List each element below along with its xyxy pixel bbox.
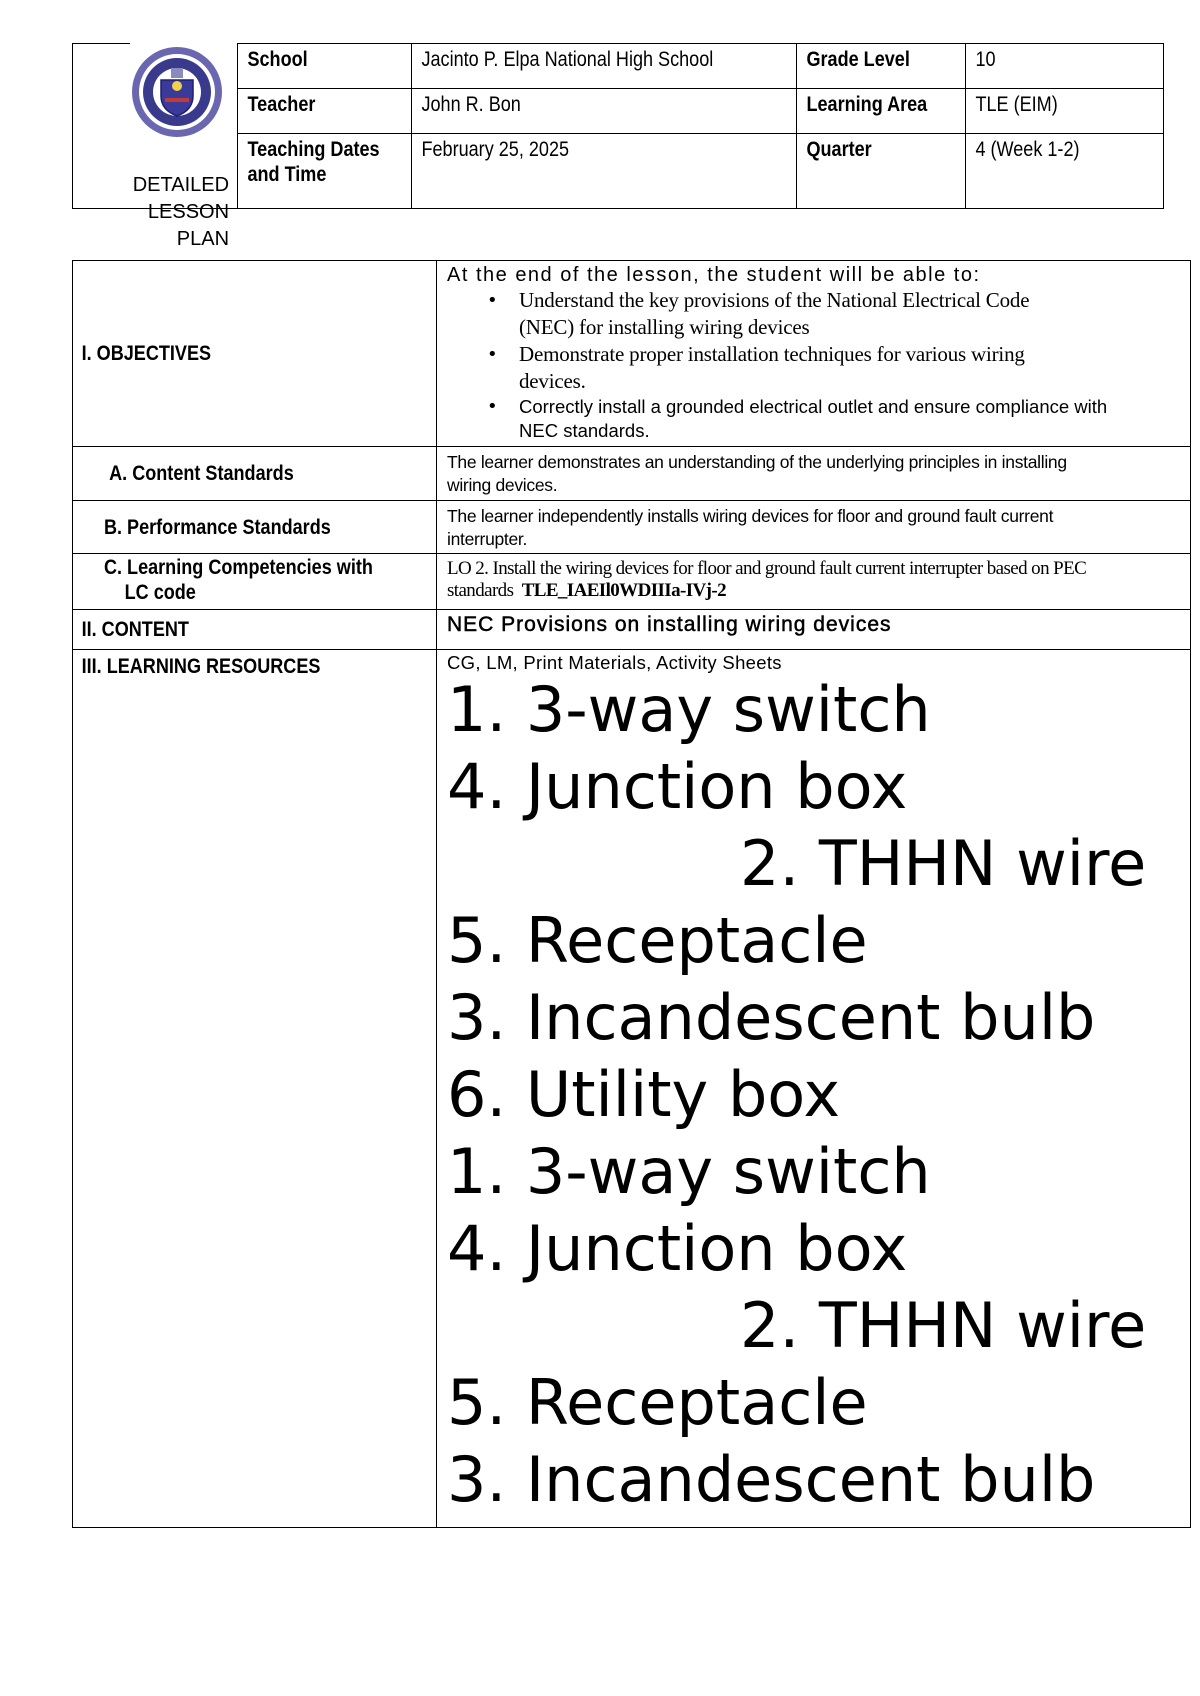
content-label-cell xyxy=(73,610,437,650)
resource-item: 6. Utility box xyxy=(447,1058,841,1131)
competencies-standards-word: standards xyxy=(447,580,514,601)
logo-cell xyxy=(73,44,238,250)
school-label-cell xyxy=(238,44,412,89)
competencies-label-cell xyxy=(73,554,437,610)
content-standards-label: A. Content Standards xyxy=(109,462,294,485)
competencies-label-line-2: LC code xyxy=(124,581,196,604)
school-value: Jacinto P. Elpa National High School xyxy=(421,48,714,71)
learning-area-label: Learning Area xyxy=(806,93,927,116)
resource-item: 1. 3-way switch xyxy=(447,1135,931,1208)
competencies-label-line-1: C. Learning Competencies with xyxy=(103,556,373,579)
teaching-dates-label-cell xyxy=(238,134,412,209)
content-label: II. CONTENT xyxy=(81,618,189,641)
deped-seal-logo xyxy=(131,46,223,138)
resources-label: III. LEARNING RESOURCES xyxy=(81,655,321,678)
teacher-label: Teacher xyxy=(247,93,316,116)
school-label: School xyxy=(247,48,308,71)
header-table xyxy=(72,43,1164,250)
competencies-cell xyxy=(437,554,1191,610)
content-value: NEC Provisions on installing wiring devices xyxy=(447,613,892,636)
objective-3-line-2: NEC standards. xyxy=(519,420,650,441)
grade-level-value-cell xyxy=(965,44,1163,89)
content-standards-label-cell xyxy=(73,447,437,501)
resource-item: 5. Receptacle xyxy=(447,1366,868,1439)
resources-cell xyxy=(437,650,1191,1528)
competencies-text xyxy=(437,554,1190,602)
content-standards-cell xyxy=(437,447,1191,501)
objectives-cell xyxy=(437,261,1191,447)
resource-item: 4. Junction box xyxy=(447,1212,908,1285)
resources-items-list xyxy=(437,671,1190,1518)
learning-area-value: TLE (EIM) xyxy=(975,93,1058,116)
content-standards-line-1: The learner demonstrates an understanding of the underlying principles in installing xyxy=(447,452,1067,472)
performance-standards-line-2: interrupter. xyxy=(447,529,528,549)
grade-level-label: Grade Level xyxy=(806,48,910,71)
objectives-label: I. OBJECTIVES xyxy=(81,342,212,365)
objective-3-line-1: • Correctly install a grounded electrical outlet and ensure compliance with xyxy=(519,396,1108,417)
content-standards-line-2: wiring devices. xyxy=(447,475,558,495)
quarter-value-cell xyxy=(965,134,1163,209)
quarter-label: Quarter xyxy=(806,138,872,161)
detailed-lesson-plan-label xyxy=(133,172,229,253)
dlp-line-3: PLAN xyxy=(176,227,230,250)
objective-1-line-2: (NEC) for installing wiring devices xyxy=(519,315,810,339)
content-standards-text xyxy=(437,447,1190,497)
lesson-plan-table xyxy=(72,260,1191,1528)
competency-code: TLE_IAEIl0WDIIIa-IVj-2 xyxy=(521,580,726,601)
dlp-line-1: DETAILED xyxy=(132,173,230,196)
objective-item xyxy=(519,341,1190,395)
objectives-intro: At the end of the lesson, the student will be able to: xyxy=(447,264,981,286)
content-value-cell xyxy=(437,610,1191,650)
competencies-line-1: LO 2. Install the wiring devices for floor and ground fault current interrupter based on PEC xyxy=(447,558,1087,579)
quarter-label-cell xyxy=(796,134,965,209)
resource-item: 2. THHN wire xyxy=(740,1289,1147,1362)
objective-2-line-2: devices. xyxy=(519,369,586,393)
grade-level-label-cell xyxy=(796,44,965,89)
teaching-dates-value-cell xyxy=(412,134,796,209)
resource-item: 4. Junction box xyxy=(447,750,908,823)
competencies-line-2 xyxy=(447,580,1186,602)
dlp-line-2: LESSON xyxy=(147,200,230,223)
resource-item: 2. THHN wire xyxy=(740,827,1147,900)
learning-area-label-cell xyxy=(796,89,965,134)
performance-standards-line-1: The learner independently installs wiring devices for floor and ground fault current xyxy=(447,506,1054,526)
teaching-time-label: and Time xyxy=(247,163,327,186)
resources-line: CG, LM, Print Materials, Activity Sheets xyxy=(447,652,782,673)
objective-2-line-1: • Demonstrate proper installation techniques for various wiring xyxy=(519,342,1025,366)
grade-level-value: 10 xyxy=(975,48,996,71)
resources-label-cell xyxy=(73,650,437,1528)
resource-item: 5. Receptacle xyxy=(447,904,868,977)
performance-standards-cell xyxy=(437,501,1191,554)
teaching-dates-value: February 25, 2025 xyxy=(421,138,570,161)
performance-standards-text xyxy=(437,501,1190,551)
resource-item: 3. Incandescent bulb xyxy=(447,981,1096,1054)
resource-item: 1. 3-way switch xyxy=(447,673,931,746)
resource-item: 3. Incandescent bulb xyxy=(447,1443,1096,1516)
objective-item xyxy=(519,395,1190,443)
teacher-value: John R. Bon xyxy=(421,93,522,116)
school-value-cell xyxy=(412,44,796,89)
objective-item xyxy=(519,287,1190,341)
teacher-label-cell xyxy=(238,89,412,134)
teacher-value-cell xyxy=(412,89,796,134)
quarter-value: 4 (Week 1-2) xyxy=(975,138,1080,161)
performance-standards-label-cell xyxy=(73,501,437,554)
objective-1-line-1: • Understand the key provisions of the National Electrical Code xyxy=(519,288,1030,312)
objectives-list xyxy=(437,287,1190,443)
learning-area-value-cell xyxy=(965,89,1163,134)
objectives-label-cell xyxy=(73,261,437,447)
teaching-dates-label: Teaching Dates xyxy=(247,138,380,161)
performance-standards-label: B. Performance Standards xyxy=(103,515,331,539)
